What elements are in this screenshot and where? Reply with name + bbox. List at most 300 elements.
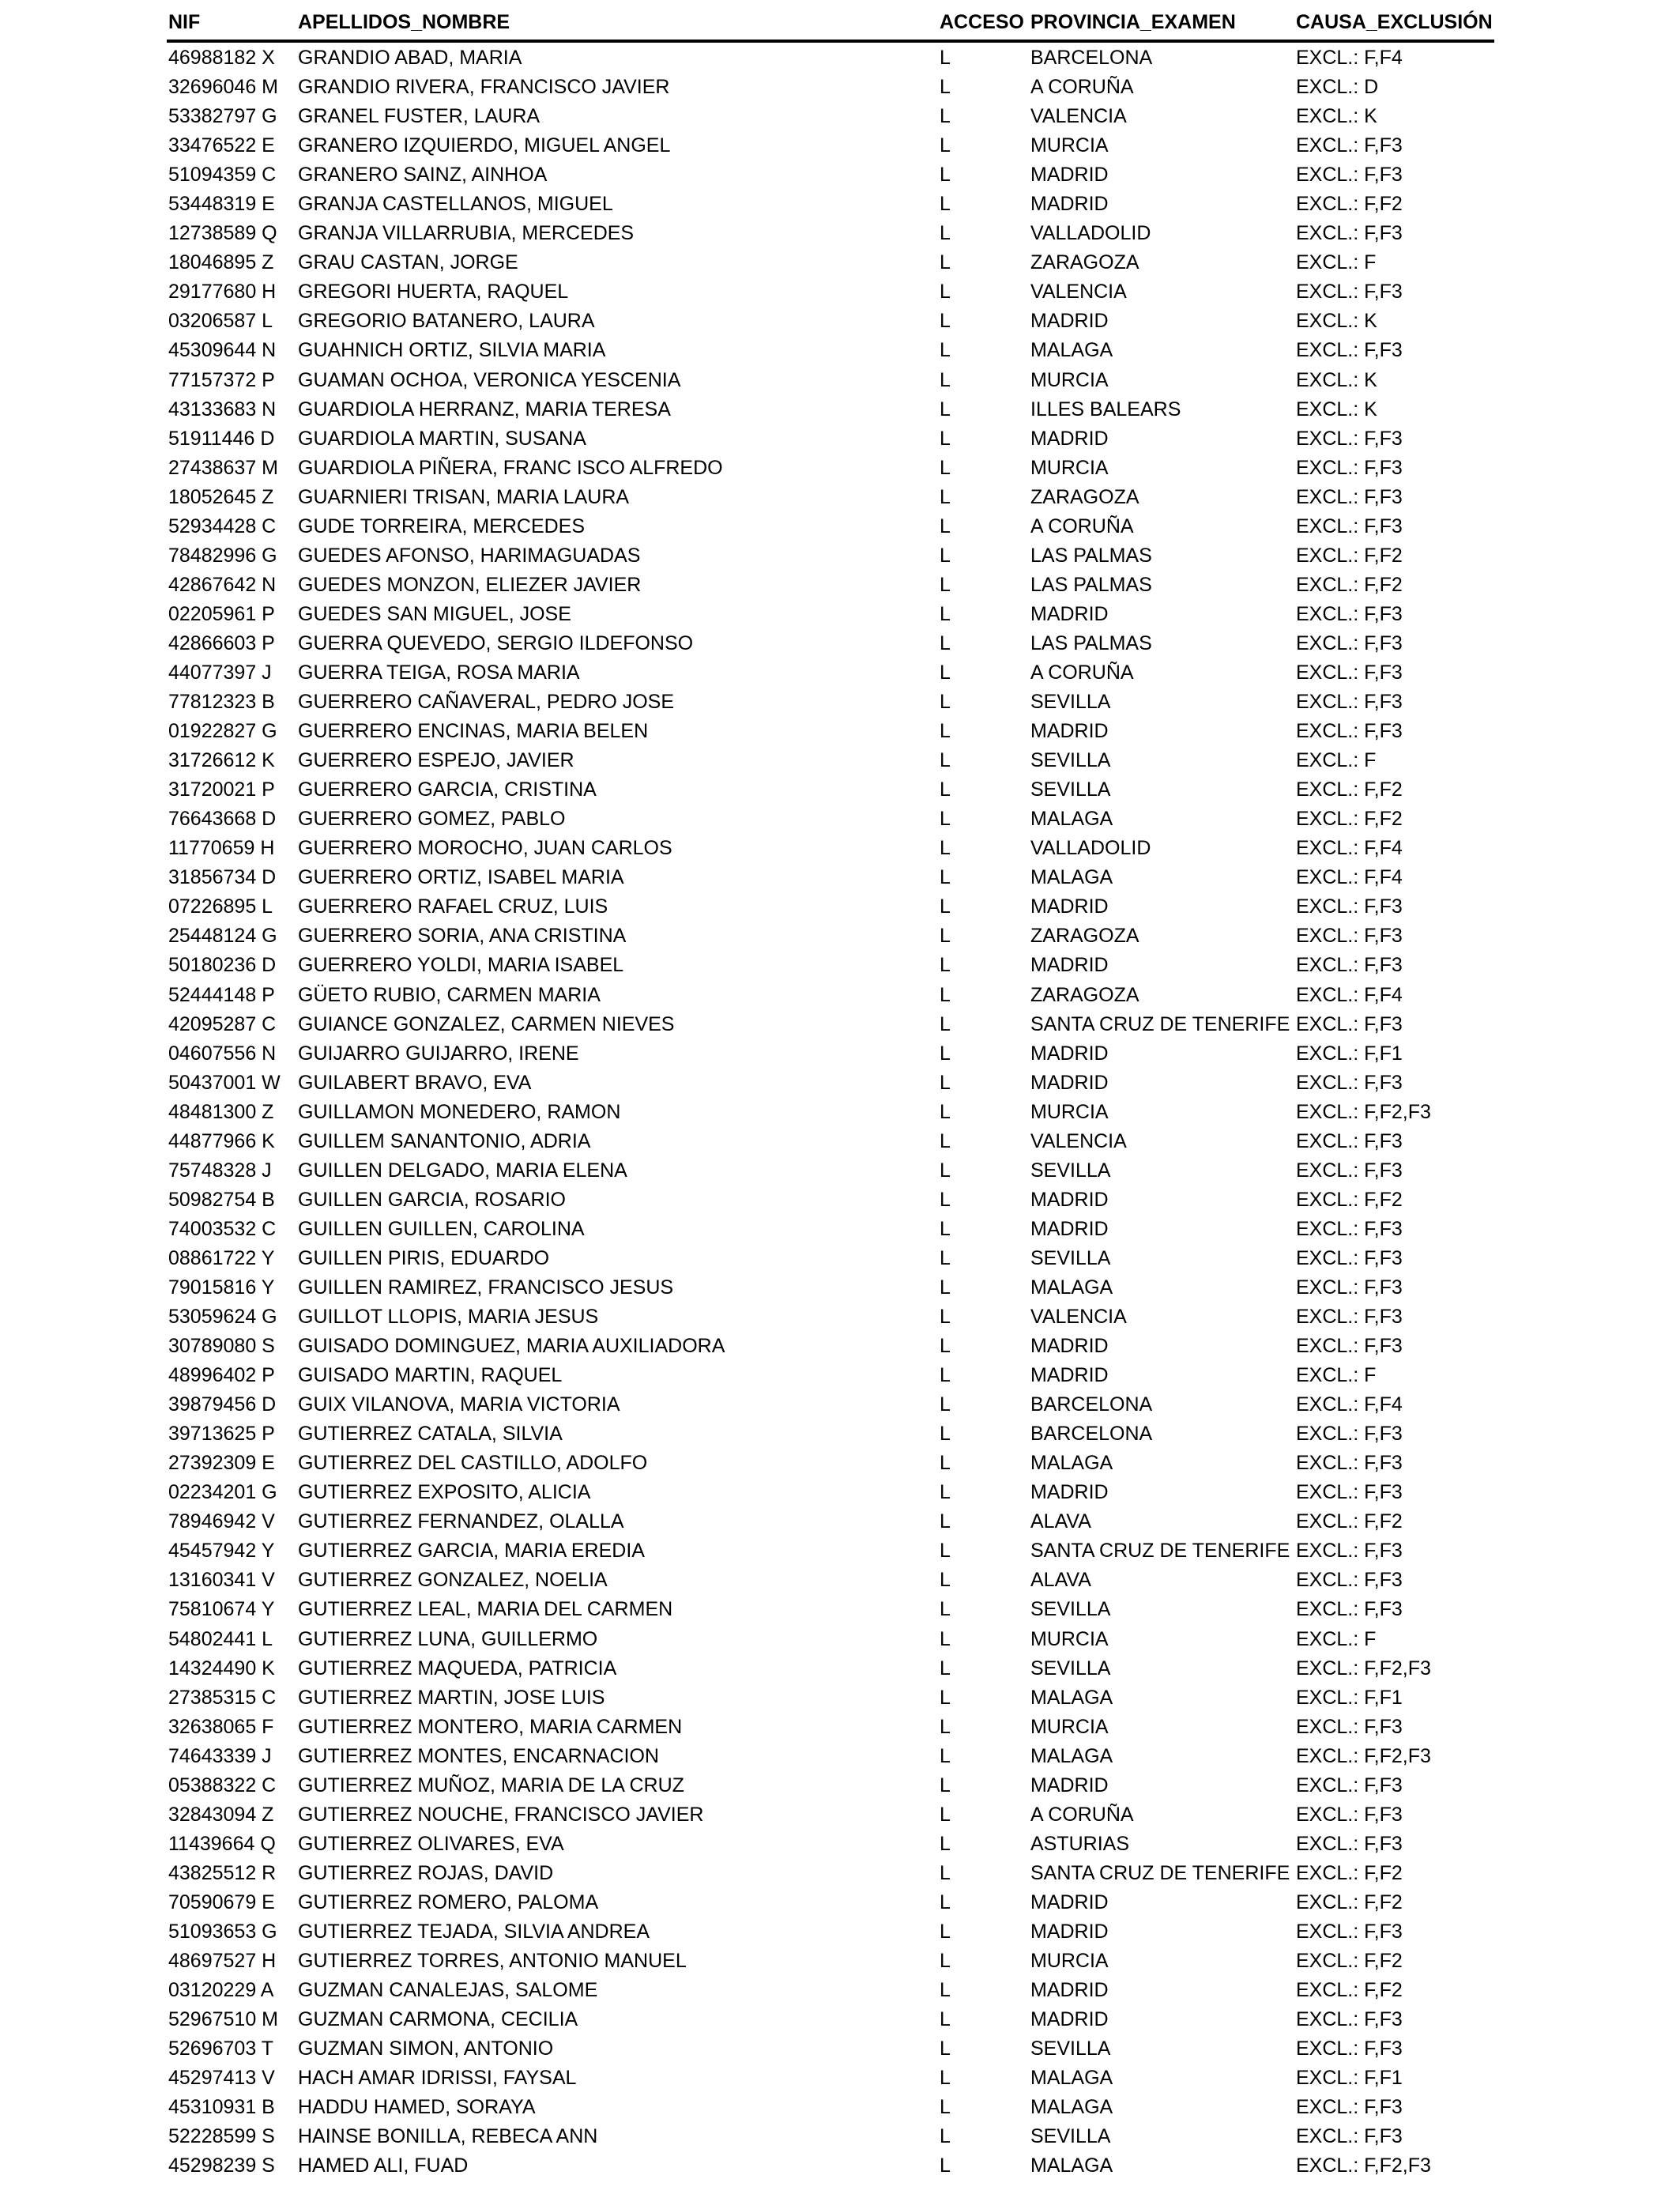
table-row — [167, 1068, 1494, 1097]
cell-provincia-examen: MADRID — [1030, 1891, 1109, 1913]
cell-nif: 45310931 B — [168, 2096, 275, 2119]
cell-nif: 70590679 E — [168, 1891, 275, 1913]
cell-provincia-examen: MURCIA — [1030, 1627, 1109, 1650]
cell-apellidos-nombre: GUTIERREZ GARCIA, MARIA EREDIA — [298, 1540, 645, 1563]
table-row — [167, 687, 1494, 716]
table-row — [167, 1741, 1494, 1770]
table-row — [167, 1272, 1494, 1302]
cell-acceso: L — [940, 1188, 951, 1211]
cell-causa-exclusion: EXCL.: F,F3 — [1296, 631, 1403, 654]
table-row — [167, 2034, 1494, 2063]
cell-nif: 48697527 H — [168, 1950, 277, 1973]
cell-causa-exclusion: EXCL.: F,F2 — [1296, 573, 1403, 596]
cell-provincia-examen: A CORUÑA — [1030, 76, 1134, 99]
cell-provincia-examen: MALAGA — [1030, 2154, 1113, 2177]
table-row — [167, 1770, 1494, 1800]
cell-causa-exclusion: EXCL.: F,F3 — [1296, 427, 1403, 450]
cell-causa-exclusion: EXCL.: F,F3 — [1296, 1803, 1403, 1826]
table-row — [167, 160, 1494, 189]
cell-causa-exclusion: EXCL.: F,F2 — [1296, 1188, 1403, 1211]
cell-acceso: L — [940, 720, 951, 743]
cell-acceso: L — [940, 866, 951, 889]
cell-causa-exclusion: EXCL.: F,F3 — [1296, 1012, 1403, 1035]
cell-causa-exclusion: EXCL.: F — [1296, 251, 1377, 274]
table-row — [167, 1302, 1494, 1331]
cell-causa-exclusion: EXCL.: F,F2 — [1296, 193, 1403, 216]
cell-nif: 11439664 Q — [168, 1832, 276, 1855]
table-row — [167, 511, 1494, 541]
table-row — [167, 628, 1494, 658]
cell-provincia-examen: VALLADOLID — [1030, 837, 1151, 860]
cell-nif: 46988182 X — [168, 47, 275, 69]
table-row — [167, 2151, 1494, 2180]
cell-acceso: L — [940, 1979, 951, 2002]
cell-provincia-examen: MADRID — [1030, 193, 1109, 216]
cell-acceso: L — [940, 1950, 951, 1973]
cell-provincia-examen: MALAGA — [1030, 1686, 1113, 1709]
cell-acceso: L — [940, 808, 951, 831]
table-row — [167, 1419, 1494, 1448]
cell-acceso: L — [940, 983, 951, 1006]
cell-provincia-examen: A CORUÑA — [1030, 661, 1134, 684]
cell-apellidos-nombre: GUILABERT BRAVO, EVA — [298, 1071, 532, 1094]
table-row — [167, 1039, 1494, 1068]
table-row — [167, 1360, 1494, 1389]
cell-provincia-examen: MADRID — [1030, 1921, 1109, 1943]
cell-provincia-examen: ASTURIAS — [1030, 1832, 1130, 1855]
cell-causa-exclusion: EXCL.: F,F2,F3 — [1296, 1657, 1431, 1679]
cell-apellidos-nombre: GUTIERREZ LUNA, GUILLERMO — [298, 1627, 598, 1650]
table-row — [167, 2004, 1494, 2034]
header-provincia-examen: PROVINCIA_EXAMEN — [1030, 11, 1236, 33]
cell-nif: 52228599 S — [168, 2125, 275, 2148]
cell-acceso: L — [940, 1423, 951, 1446]
cell-provincia-examen: SEVILLA — [1030, 691, 1111, 714]
table-row — [167, 1506, 1494, 1536]
cell-apellidos-nombre: GRANDIO RIVERA, FRANCISCO JAVIER — [298, 76, 670, 99]
cell-acceso: L — [940, 1276, 951, 1299]
cell-acceso: L — [940, 778, 951, 801]
cell-apellidos-nombre: GUTIERREZ MONTES, ENCARNACION — [298, 1744, 659, 1767]
cell-nif: 74003532 C — [168, 1217, 277, 1240]
cell-nif: 75748328 J — [168, 1159, 272, 1182]
cell-provincia-examen: MADRID — [1030, 1774, 1109, 1796]
cell-apellidos-nombre: HADDU HAMED, SORAYA — [298, 2096, 536, 2119]
cell-causa-exclusion: EXCL.: F,F3 — [1296, 1481, 1403, 1504]
cell-provincia-examen: MALAGA — [1030, 2096, 1113, 2119]
cell-acceso: L — [940, 1715, 951, 1738]
cell-apellidos-nombre: GREGORI HUERTA, RAQUEL — [298, 281, 569, 303]
cell-acceso: L — [940, 398, 951, 420]
cell-provincia-examen: SEVILLA — [1030, 778, 1111, 801]
cell-provincia-examen: A CORUÑA — [1030, 1803, 1134, 1826]
cell-acceso: L — [940, 954, 951, 977]
cell-acceso: L — [940, 427, 951, 450]
cell-causa-exclusion: EXCL.: F,F3 — [1296, 1217, 1403, 1240]
cell-causa-exclusion: EXCL.: F,F3 — [1296, 1774, 1403, 1796]
cell-causa-exclusion: EXCL.: F,F3 — [1296, 602, 1403, 625]
exclusion-list-table — [167, 8, 1494, 2180]
cell-acceso: L — [940, 1246, 951, 1269]
cell-apellidos-nombre: GUTIERREZ OLIVARES, EVA — [298, 1832, 564, 1855]
cell-apellidos-nombre: GUISADO DOMINGUEZ, MARIA AUXILIADORA — [298, 1335, 725, 1358]
cell-apellidos-nombre: GUERRERO ENCINAS, MARIA BELEN — [298, 720, 649, 743]
cell-acceso: L — [940, 222, 951, 245]
table-row — [167, 1243, 1494, 1272]
table-row — [167, 1565, 1494, 1594]
cell-causa-exclusion: EXCL.: F,F1 — [1296, 2067, 1403, 2090]
cell-causa-exclusion: EXCL.: F,F3 — [1296, 1832, 1403, 1855]
table-row — [167, 980, 1494, 1009]
cell-nif: 29177680 H — [168, 281, 277, 303]
cell-apellidos-nombre: GUARDIOLA MARTIN, SUSANA — [298, 427, 586, 450]
cell-acceso: L — [940, 2154, 951, 2177]
cell-nif: 39713625 P — [168, 1423, 275, 1446]
cell-apellidos-nombre: GUTIERREZ GONZALEZ, NOELIA — [298, 1569, 608, 1592]
cell-provincia-examen: MADRID — [1030, 1979, 1109, 2002]
cell-nif: 18052645 Z — [168, 485, 274, 508]
cell-acceso: L — [940, 1159, 951, 1182]
cell-provincia-examen: VALENCIA — [1030, 1129, 1127, 1152]
cell-nif: 02234201 G — [168, 1481, 277, 1504]
cell-acceso: L — [940, 1861, 951, 1884]
cell-provincia-examen: ILLES BALEARS — [1030, 398, 1181, 420]
cell-apellidos-nombre: GUTIERREZ TEJADA, SILVIA ANDREA — [298, 1921, 650, 1943]
table-row — [167, 1448, 1494, 1477]
cell-acceso: L — [940, 749, 951, 772]
cell-provincia-examen: ZARAGOZA — [1030, 251, 1139, 274]
cell-apellidos-nombre: GUERRERO YOLDI, MARIA ISABEL — [298, 954, 624, 977]
cell-apellidos-nombre: GUZMAN CANALEJAS, SALOME — [298, 1979, 598, 2002]
cell-apellidos-nombre: GUAMAN OCHOA, VERONICA YESCENIA — [298, 368, 681, 391]
cell-apellidos-nombre: HAMED ALI, FUAD — [298, 2154, 469, 2177]
cell-provincia-examen: VALENCIA — [1030, 105, 1127, 128]
cell-causa-exclusion: EXCL.: F,F3 — [1296, 1071, 1403, 1094]
table-row — [167, 1477, 1494, 1506]
cell-apellidos-nombre: GREGORIO BATANERO, LAURA — [298, 310, 595, 333]
cell-nif: 11770659 H — [168, 837, 275, 860]
cell-causa-exclusion: EXCL.: D — [1296, 76, 1379, 99]
cell-apellidos-nombre: GUERRA QUEVEDO, SERGIO ILDEFONSO — [298, 631, 694, 654]
cell-nif: 07226895 L — [168, 895, 273, 918]
cell-nif: 78482996 G — [168, 544, 277, 567]
table-row — [167, 1389, 1494, 1419]
cell-acceso: L — [940, 1657, 951, 1679]
cell-causa-exclusion: EXCL.: F,F1 — [1296, 1042, 1403, 1065]
cell-acceso: L — [940, 2038, 951, 2060]
cell-causa-exclusion: EXCL.: F,F3 — [1296, 339, 1403, 362]
cell-nif: 77812323 B — [168, 691, 275, 714]
cell-causa-exclusion: EXCL.: F,F2 — [1296, 778, 1403, 801]
cell-causa-exclusion: EXCL.: F,F3 — [1296, 925, 1403, 948]
cell-apellidos-nombre: GUILLOT LLOPIS, MARIA JESUS — [298, 1306, 599, 1329]
cell-causa-exclusion: EXCL.: K — [1296, 310, 1377, 333]
table-row — [167, 716, 1494, 745]
cell-provincia-examen: MADRID — [1030, 954, 1109, 977]
cell-provincia-examen: VALLADOLID — [1030, 222, 1151, 245]
cell-acceso: L — [940, 339, 951, 362]
cell-nif: 76643668 D — [168, 808, 277, 831]
cell-acceso: L — [940, 281, 951, 303]
cell-apellidos-nombre: GUTIERREZ ROMERO, PALOMA — [298, 1891, 599, 1913]
cell-nif: 01922827 G — [168, 720, 277, 743]
cell-apellidos-nombre: GUTIERREZ MARTIN, JOSE LUIS — [298, 1686, 605, 1709]
table-row — [167, 365, 1494, 394]
cell-nif: 51093653 G — [168, 1921, 277, 1943]
table-row — [167, 1975, 1494, 2004]
cell-nif: 74643339 J — [168, 1744, 272, 1767]
cell-nif: 50180236 D — [168, 954, 277, 977]
cell-nif: 54802441 L — [168, 1627, 273, 1650]
cell-acceso: L — [940, 1921, 951, 1943]
cell-provincia-examen: MADRID — [1030, 1217, 1109, 1240]
table-row — [167, 1185, 1494, 1214]
cell-nif: 78946942 V — [168, 1510, 275, 1533]
table-row — [167, 1653, 1494, 1683]
table-row — [167, 247, 1494, 277]
cell-provincia-examen: MADRID — [1030, 310, 1109, 333]
table-row — [167, 2063, 1494, 2092]
cell-nif: 52444148 P — [168, 983, 275, 1006]
cell-provincia-examen: SEVILLA — [1030, 1657, 1111, 1679]
table-header-row — [167, 8, 1494, 43]
cell-nif: 27392309 E — [168, 1452, 275, 1475]
cell-acceso: L — [940, 2125, 951, 2148]
cell-provincia-examen: MALAGA — [1030, 339, 1113, 362]
cell-apellidos-nombre: GRAU CASTAN, JORGE — [298, 251, 518, 274]
cell-causa-exclusion: EXCL.: F,F3 — [1296, 691, 1403, 714]
cell-apellidos-nombre: GUIANCE GONZALEZ, CARMEN NIEVES — [298, 1012, 675, 1035]
cell-provincia-examen: MADRID — [1030, 1364, 1109, 1387]
cell-acceso: L — [940, 1100, 951, 1123]
table-row — [167, 394, 1494, 424]
cell-causa-exclusion: EXCL.: F,F2 — [1296, 544, 1403, 567]
cell-nif: 45309644 N — [168, 339, 277, 362]
cell-acceso: L — [940, 310, 951, 333]
cell-causa-exclusion: EXCL.: F,F3 — [1296, 954, 1403, 977]
cell-causa-exclusion: EXCL.: F,F3 — [1296, 2008, 1403, 2031]
cell-nif: 45298239 S — [168, 2154, 275, 2177]
cell-provincia-examen: MURCIA — [1030, 456, 1109, 479]
cell-causa-exclusion: EXCL.: F,F3 — [1296, 1246, 1403, 1269]
cell-causa-exclusion: EXCL.: F,F2 — [1296, 1891, 1403, 1913]
cell-nif: 31856734 D — [168, 866, 277, 889]
cell-nif: 43825512 R — [168, 1861, 277, 1884]
cell-apellidos-nombre: GRANDIO ABAD, MARIA — [298, 47, 522, 69]
cell-acceso: L — [940, 661, 951, 684]
cell-provincia-examen: MALAGA — [1030, 2067, 1113, 2090]
cell-apellidos-nombre: GUTIERREZ EXPOSITO, ALICIA — [298, 1481, 591, 1504]
cell-causa-exclusion: EXCL.: F,F4 — [1296, 837, 1403, 860]
cell-causa-exclusion: EXCL.: K — [1296, 398, 1377, 420]
cell-provincia-examen: MURCIA — [1030, 368, 1109, 391]
cell-acceso: L — [940, 602, 951, 625]
cell-provincia-examen: SEVILLA — [1030, 1159, 1111, 1182]
cell-acceso: L — [940, 925, 951, 948]
cell-apellidos-nombre: GUTIERREZ ROJAS, DAVID — [298, 1861, 554, 1884]
cell-nif: 42095287 C — [168, 1012, 277, 1035]
header-apellidos-nombre: APELLIDOS_NOMBRE — [298, 11, 510, 33]
cell-nif: 51094359 C — [168, 164, 277, 187]
cell-acceso: L — [940, 544, 951, 567]
cell-acceso: L — [940, 2067, 951, 2090]
cell-acceso: L — [940, 2008, 951, 2031]
table-row — [167, 950, 1494, 979]
cell-nif: 77157372 P — [168, 368, 275, 391]
cell-acceso: L — [940, 1364, 951, 1387]
table-row — [167, 453, 1494, 482]
cell-apellidos-nombre: GUERRERO GARCIA, CRISTINA — [298, 778, 597, 801]
cell-causa-exclusion: EXCL.: F,F3 — [1296, 1335, 1403, 1358]
table-row — [167, 335, 1494, 364]
cell-nif: 32638065 F — [168, 1715, 274, 1738]
cell-acceso: L — [940, 1481, 951, 1504]
cell-acceso: L — [940, 456, 951, 479]
table-row — [167, 1624, 1494, 1653]
cell-nif: 44077397 J — [168, 661, 272, 684]
cell-apellidos-nombre: GÜETO RUBIO, CARMEN MARIA — [298, 983, 601, 1006]
cell-acceso: L — [940, 485, 951, 508]
cell-causa-exclusion: EXCL.: F,F3 — [1296, 1159, 1403, 1182]
cell-causa-exclusion: EXCL.: F,F4 — [1296, 983, 1403, 1006]
cell-causa-exclusion: EXCL.: F — [1296, 1364, 1377, 1387]
cell-causa-exclusion: EXCL.: F,F3 — [1296, 1921, 1403, 1943]
cell-causa-exclusion: EXCL.: F,F3 — [1296, 2096, 1403, 2119]
cell-causa-exclusion: EXCL.: F,F3 — [1296, 1306, 1403, 1329]
cell-apellidos-nombre: GRANERO IZQUIERDO, MIGUEL ANGEL — [298, 134, 671, 157]
cell-causa-exclusion: EXCL.: F,F2 — [1296, 808, 1403, 831]
cell-acceso: L — [940, 1598, 951, 1621]
table-row — [167, 1683, 1494, 1712]
header-acceso: ACCESO — [940, 11, 1024, 33]
header-causa-exclusion: CAUSA_EXCLUSIÓN — [1296, 11, 1493, 33]
cell-acceso: L — [940, 164, 951, 187]
cell-apellidos-nombre: HAINSE BONILLA, REBECA ANN — [298, 2125, 598, 2148]
cell-provincia-examen: LAS PALMAS — [1030, 573, 1152, 596]
cell-apellidos-nombre: HACH AMAR IDRISSI, FAYSAL — [298, 2067, 577, 2090]
cell-provincia-examen: MADRID — [1030, 1042, 1109, 1065]
cell-causa-exclusion: EXCL.: F,F3 — [1296, 1598, 1403, 1621]
cell-acceso: L — [940, 1891, 951, 1913]
table-row — [167, 101, 1494, 130]
table-row — [167, 424, 1494, 453]
cell-causa-exclusion: EXCL.: F,F4 — [1296, 1393, 1403, 1416]
cell-causa-exclusion: EXCL.: F — [1296, 1627, 1377, 1650]
cell-apellidos-nombre: GUTIERREZ CATALA, SILVIA — [298, 1423, 563, 1446]
cell-apellidos-nombre: GUTIERREZ MAQUEDA, PATRICIA — [298, 1657, 617, 1679]
cell-acceso: L — [940, 251, 951, 274]
table-row — [167, 1917, 1494, 1946]
table-row — [167, 745, 1494, 775]
cell-nif: 43133683 N — [168, 398, 277, 420]
cell-apellidos-nombre: GUTIERREZ DEL CASTILLO, ADOLFO — [298, 1452, 648, 1475]
cell-provincia-examen: MADRID — [1030, 895, 1109, 918]
cell-causa-exclusion: EXCL.: F,F4 — [1296, 47, 1403, 69]
cell-causa-exclusion: EXCL.: F,F3 — [1296, 1276, 1403, 1299]
cell-apellidos-nombre: GUEDES AFONSO, HARIMAGUADAS — [298, 544, 641, 567]
cell-acceso: L — [940, 1832, 951, 1855]
cell-provincia-examen: BARCELONA — [1030, 1393, 1153, 1416]
cell-apellidos-nombre: GUERRERO ORTIZ, ISABEL MARIA — [298, 866, 624, 889]
cell-causa-exclusion: EXCL.: F,F2,F3 — [1296, 1100, 1431, 1123]
cell-provincia-examen: MURCIA — [1030, 134, 1109, 157]
cell-causa-exclusion: EXCL.: K — [1296, 368, 1377, 391]
cell-provincia-examen: MURCIA — [1030, 1950, 1109, 1973]
cell-causa-exclusion: EXCL.: F,F2 — [1296, 1510, 1403, 1533]
cell-provincia-examen: SEVILLA — [1030, 2038, 1111, 2060]
cell-nif: 50982754 B — [168, 1188, 275, 1211]
table-row — [167, 658, 1494, 687]
table-row — [167, 892, 1494, 921]
cell-nif: 48481300 Z — [168, 1100, 274, 1123]
cell-acceso: L — [940, 691, 951, 714]
table-row — [167, 72, 1494, 101]
cell-causa-exclusion: EXCL.: F,F1 — [1296, 1686, 1403, 1709]
cell-provincia-examen: MADRID — [1030, 602, 1109, 625]
cell-causa-exclusion: EXCL.: F,F2,F3 — [1296, 1744, 1431, 1767]
cell-provincia-examen: ZARAGOZA — [1030, 485, 1139, 508]
cell-nif: 30789080 S — [168, 1335, 275, 1358]
cell-provincia-examen: SEVILLA — [1030, 749, 1111, 772]
cell-nif: 14324490 K — [168, 1657, 275, 1679]
cell-acceso: L — [940, 47, 951, 69]
cell-apellidos-nombre: GUILLEN RAMIREZ, FRANCISCO JESUS — [298, 1276, 674, 1299]
table-row — [167, 1097, 1494, 1126]
cell-nif: 31720021 P — [168, 778, 275, 801]
table-row — [167, 1214, 1494, 1243]
cell-apellidos-nombre: GUIX VILANOVA, MARIA VICTORIA — [298, 1393, 620, 1416]
table-row — [167, 1946, 1494, 1975]
cell-provincia-examen: MADRID — [1030, 1071, 1109, 1094]
cell-provincia-examen: ALAVA — [1030, 1569, 1091, 1592]
table-body — [167, 43, 1494, 2180]
cell-acceso: L — [940, 1627, 951, 1650]
cell-causa-exclusion: EXCL.: F,F3 — [1296, 515, 1403, 537]
cell-nif: 13160341 V — [168, 1569, 275, 1592]
cell-apellidos-nombre: GUERRERO ESPEJO, JAVIER — [298, 749, 574, 772]
cell-provincia-examen: LAS PALMAS — [1030, 631, 1152, 654]
cell-provincia-examen: A CORUÑA — [1030, 515, 1134, 537]
cell-causa-exclusion: EXCL.: F,F3 — [1296, 1452, 1403, 1475]
cell-apellidos-nombre: GUERRERO CAÑAVERAL, PEDRO JOSE — [298, 691, 675, 714]
table-row — [167, 189, 1494, 218]
cell-apellidos-nombre: GUARDIOLA PIÑERA, FRANC ISCO ALFREDO — [298, 456, 723, 479]
cell-causa-exclusion: EXCL.: F — [1296, 749, 1377, 772]
cell-nif: 12738589 Q — [168, 222, 277, 245]
cell-provincia-examen: MADRID — [1030, 164, 1109, 187]
cell-nif: 53059624 G — [168, 1306, 277, 1329]
cell-nif: 48996402 P — [168, 1364, 275, 1387]
cell-provincia-examen: MURCIA — [1030, 1715, 1109, 1738]
cell-acceso: L — [940, 837, 951, 860]
cell-apellidos-nombre: GUARDIOLA HERRANZ, MARIA TERESA — [298, 398, 671, 420]
cell-provincia-examen: SANTA CRUZ DE TENERIFE — [1030, 1012, 1290, 1035]
table-row — [167, 277, 1494, 306]
cell-apellidos-nombre: GUILLAMON MONEDERO, RAMON — [298, 1100, 621, 1123]
cell-nif: 42866603 P — [168, 631, 275, 654]
cell-nif: 44877966 K — [168, 1129, 275, 1152]
cell-nif: 03120229 A — [168, 1979, 274, 2002]
cell-nif: 03206587 L — [168, 310, 273, 333]
cell-acceso: L — [940, 2096, 951, 2119]
cell-apellidos-nombre: GUIJARRO GUIJARRO, IRENE — [298, 1042, 579, 1065]
cell-acceso: L — [940, 193, 951, 216]
table-row — [167, 482, 1494, 511]
cell-apellidos-nombre: GUDE TORREIRA, MERCEDES — [298, 515, 586, 537]
cell-provincia-examen: ZARAGOZA — [1030, 925, 1139, 948]
cell-acceso: L — [940, 134, 951, 157]
cell-acceso: L — [940, 1452, 951, 1475]
